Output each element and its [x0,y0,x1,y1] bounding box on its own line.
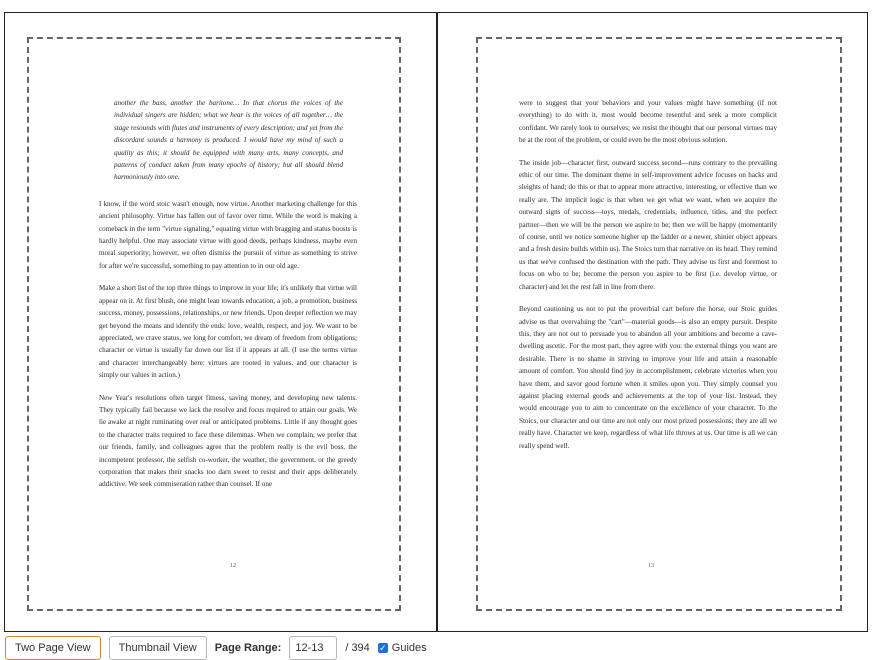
page-text-left [99,97,357,501]
total-pages: / 394 [345,642,370,654]
two-page-view-button[interactable]: Two Page View [5,636,101,660]
page-left [5,13,435,631]
page-right [437,13,867,631]
guides-label: Guides [391,642,427,654]
thumbnail-view-button[interactable]: Thumbnail View [109,636,207,660]
paragraph: New Year's resolutions often target fitness, saving money, and developing new talents. They typically fail because we lack the resolve and focus required to attain our goals. We lie awake at night ruminating over real or anticipated problems. Little if any thought goes to the character traits required to face these dilemmas. When we complain, we prefer that our friends, family, and colleagues agree that the problem really is the evil boss, the incompetent professor, the selfish co-worker, the weather, the government, or the greedy corporation that makes their snacks too darn sweet to resist and their apps deliberately addictive. We seek commiseration rather than counsel. If one [99,393,357,489]
page-number-right: 13 [648,563,654,569]
page-number-left: 12 [230,563,236,569]
two-page-viewer [4,12,868,632]
page-text-right [519,97,777,462]
page-range-input[interactable] [289,636,337,660]
page-range-label: Page Range: [214,642,282,654]
paragraph: were to suggest that your behaviors and your values might have something (if not everything) to do with it, most would become resentful and seek a more complicit confidant. We rarely look to ourselves; we resist the thought that our personal virtues may be at the root of the problem, or could even be the most obvious solution. [519,99,777,145]
guides-toggle[interactable] [378,642,427,654]
checkbox-checked-icon[interactable]: ✓ [379,643,387,653]
paragraph: I know, if the word stoic wasn't enough, now virtue. Another marketing challenge for this ancient philosophy. Virtue has fallen out of favor over time. While the word is making a comeback in the term "virtue signaling," equating virtue with bragging and status boosts is hardly helpful. One may associate virtue with good deeds, perhaps kindness, maybe even moral superiority; however, we often dismiss the pursuit of virtue as something to strive for after we're successful, something to pay attention to in our old age. [99,199,357,270]
view-toolbar [5,636,427,660]
paragraph: Beyond cautioning us not to put the proverbial cart before the horse, our Stoic guides advise us that overvaluing the "cart"—material goods—is also an empty pursuit. Despite this, they are not out to persuade you to abandon all your ambitions and become a cave-dwelling ascetic. For the most part, they agree with you: the external things you want are desirable. There is no shame in striving to improve your life and attain a reasonable amount of comfort. You should find joy in accomplishment, celebrate victories when you have them, and savor good fortune when it smiles upon you. They simply counsel you against placing external goods and achievements at the top of your list. Instead, they would encourage you to aim to concentrate on the excellence of your character. To the Stoics, our character and our time are not only our most prized possessions; they are all we really have. Character we keep, regardless of what life throws at us. Our time is all we can really spend well. [519,305,777,450]
block-quote: another the bass, another the baritone… In that chorus the voices of the individual singers are hidden; what we hear is the voices of all together… the stage resounds with flutes and instruments of every description; and yet from the discordant sounds a harmony is produced. I would have my mind of such a quality as this; it should be equipped with many arts, many concepts, and patterns of conduct taken from many epochs of history; but all should blend harmoniously into one. [114,99,343,182]
paragraph: The inside job—character first, outward success second—runs contrary to the prevailing ethic of our time. The dominant theme in self-improvement advice focuses on hacks and sleights of hand; do this or that to appear more attractive, interesting, or effective than we really are. The implicit logic is that when we get what we want, when we acquire the outward signs of success—toys, medals, credentials, influence, titles, and the perfect partner—then we will be the person we aspire to be; then we will be happy (momentarily of course, until we notice someone higher up the ladder or a newer, shinier object appears and a fresh desire builds within us). The Stoics turn that narrative on its head. They remind us that we've confused the destination with the path. They advise us first and foremost to focus on who to be; become the person you aspire to be first (i.e. develop virtue, or character) and let the rest fall in line from there. [519,158,777,291]
paragraph: Make a short list of the top three things to improve in your life; it's unlikely that virtue will appear on it. At first blush, one might lean towards education, a job, a promotion, business success, money, possessions, relationships, or new friends. Upon deeper reflection we may get beyond the means and identify the ends: love, wealth, respect, and joy. We want to be appreciated, we crave status, we long for comfort, we dream of freedom from obligations; character or virtue is usually far down our list if it appears at all. (I use the terms virtue and character interchangeably here: virtues are rooted in values, and our character is simply our values in action.) [99,284,357,380]
